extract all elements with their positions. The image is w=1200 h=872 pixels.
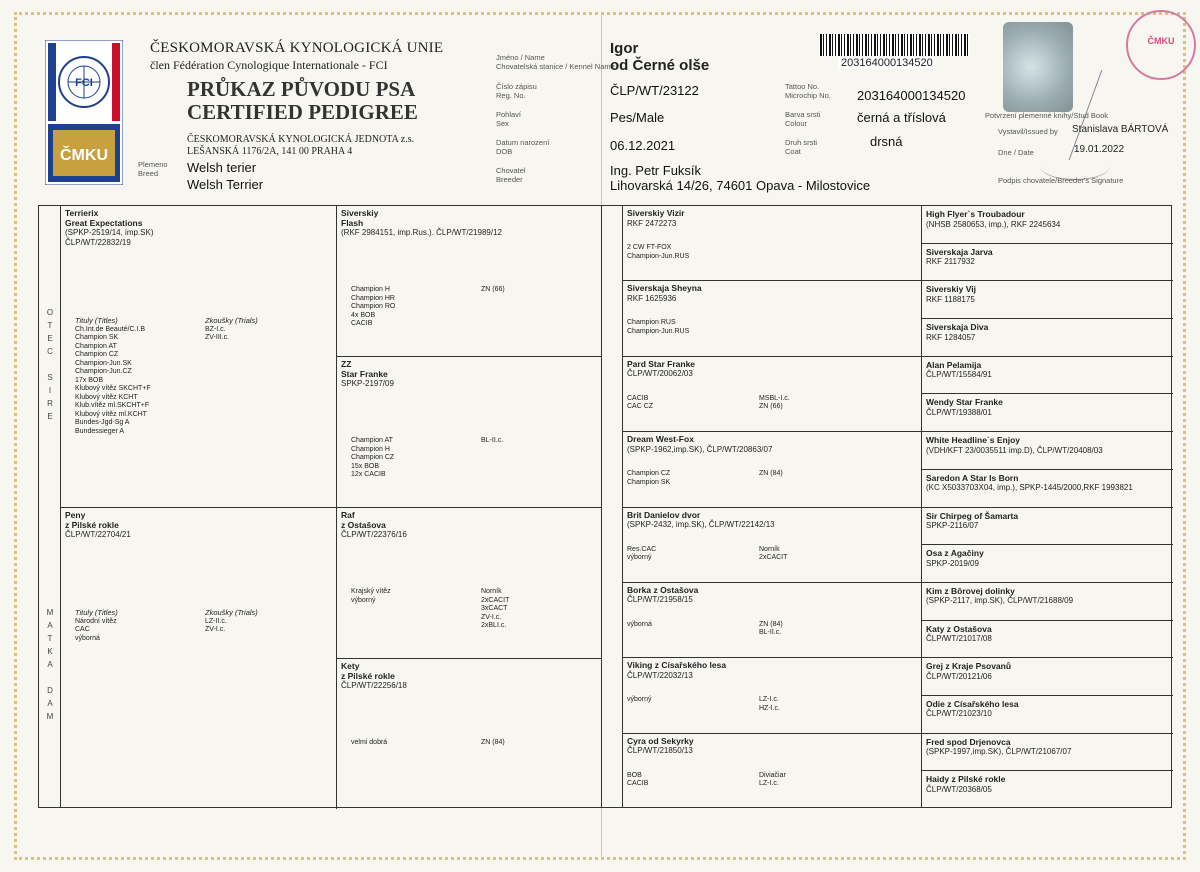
gen4-name: Alan Pelamija bbox=[926, 359, 982, 370]
gen4-name: Siverskaja Diva bbox=[926, 322, 989, 333]
gen4-reg: RKF 1188175 bbox=[926, 294, 975, 304]
gen4-cell bbox=[922, 621, 1173, 659]
gen2-cell bbox=[337, 357, 601, 508]
colour-label: Barva srsti Colour bbox=[785, 110, 821, 128]
unit-line-2: LEŠANSKÁ 1176/2A, 141 00 PRAHA 4 bbox=[187, 146, 353, 157]
gen4-reg: ČLP/WT/20368/05 bbox=[926, 784, 992, 794]
gen3-name: Dream West-Fox bbox=[627, 434, 694, 445]
gen4-reg: ČLP/WT/20121/06 bbox=[926, 671, 992, 681]
gen2-name: Siverskiy Flash bbox=[341, 208, 379, 228]
gen3-reg: ČLP/WT/21850/13 bbox=[627, 746, 693, 756]
cmku-stamp: ČMKU bbox=[1126, 10, 1196, 80]
dog-chip: 203164000134520 bbox=[857, 88, 966, 103]
issued-by: Stanislava BÁRTOVÁ bbox=[1072, 124, 1169, 135]
gen3-name: Viking z Císařského lesa bbox=[627, 660, 727, 671]
gen3-reg: (SPKP-2432, imp.SK), ČLP/WT/22142/13 bbox=[627, 520, 775, 529]
gen3-cell bbox=[623, 206, 921, 281]
gen2-titles: Champion H Champion HR Champion RO 4x BOB CACIB bbox=[351, 286, 396, 327]
gen4-name: Sir Chirpeg of Šamarta bbox=[926, 510, 1019, 521]
gen4-cell bbox=[922, 545, 1173, 583]
gen4-reg: (KC X5033703X04, imp.), SPKP-1445/2000,RKF 1993821 bbox=[926, 483, 1133, 493]
sire-side-label: O T E C S I R E bbox=[46, 308, 54, 421]
gen4-reg: RKF 2117932 bbox=[926, 257, 975, 267]
fci-cmku-logo bbox=[45, 40, 123, 185]
title-cz: PRŮKAZ PŮVODU PSA bbox=[187, 77, 416, 101]
gen3-name: Siverskaja Sheyna bbox=[627, 283, 702, 294]
gen2-trials: ZN (66) bbox=[481, 286, 505, 293]
gen3-titles: BOB CACIB bbox=[627, 771, 649, 788]
gen2-reg: ČLP/WT/22256/18 bbox=[341, 681, 407, 690]
gen3-titles: CACIB CAC CZ bbox=[627, 394, 654, 411]
gen3-reg: ČLP/WT/20062/03 bbox=[627, 369, 693, 379]
gen3-cell bbox=[623, 432, 921, 507]
gen4-name: Katy z Ostašova bbox=[926, 623, 992, 634]
signature-label: Podpis chovatele/Breeder's Signature bbox=[998, 176, 1124, 185]
breeder-label: Chovatel Breeder bbox=[496, 166, 526, 184]
org-name: ČESKOMORAVSKÁ KYNOLOGICKÁ UNIE bbox=[150, 40, 444, 56]
breeder-name: Ing. Petr Fuksík bbox=[610, 163, 702, 178]
gen4-cell bbox=[922, 206, 1173, 244]
hologram bbox=[1003, 22, 1073, 112]
gen3-trials: LZ-I.c. HZ-I.c. bbox=[759, 696, 780, 712]
gen4-reg: SPKP-2019/09 bbox=[926, 558, 979, 568]
gen4-cell bbox=[922, 583, 1173, 621]
pedigree-table bbox=[38, 205, 1172, 808]
gen4-name: Siverskiy Vij bbox=[926, 284, 976, 295]
dog-name: Igor bbox=[610, 40, 639, 57]
dam-trials: LZ-II.c. ZV-I.c. bbox=[205, 617, 227, 633]
fci-logo-text: FCI bbox=[75, 77, 93, 89]
gen4-cell bbox=[922, 771, 1173, 809]
gen2-reg: (RKF 2984151, imp.Rus.). ČLP/WT/21989/12 bbox=[341, 228, 502, 237]
chip-label: Tattoo No. Microchip No. bbox=[785, 82, 831, 100]
gen2-name: Kety z Pilské rokle bbox=[341, 661, 395, 681]
gen2-titles: Champion AT Champion H Champion CZ 15x BOB 12x CACIB bbox=[351, 437, 395, 478]
breed-en: Welsh Terrier bbox=[187, 177, 264, 192]
reg-label: Číslo zápisu Reg. No. bbox=[496, 82, 537, 100]
issued-label: Vystavil/Issued by bbox=[998, 127, 1058, 136]
gen3-trials: MSBL-I.c. ZN (66) bbox=[759, 394, 790, 411]
gen2-reg: ČLP/WT/22376/16 bbox=[341, 530, 407, 539]
gen2-trials: Norník 2xCACIT 3xCACT ZV-I.c. 2xBLI.c. bbox=[481, 588, 510, 629]
gen4-cell bbox=[922, 696, 1173, 734]
sire-reg: (SPKP-2519/14, imp.SK) ČLP/WT/22832/19 bbox=[65, 228, 154, 247]
gen3-reg: (SPKP-1962,imp.SK), ČLP/WT/20863/07 bbox=[627, 444, 773, 454]
sire-titles-label: Tituly (Titles) bbox=[75, 316, 118, 325]
gen4-name: Wendy Star Franke bbox=[926, 397, 1003, 408]
breed-cz: Welsh terier bbox=[187, 160, 257, 175]
gen4-reg: (NHSB 2580653, imp.), RKF 2245634 bbox=[926, 219, 1061, 229]
gen4-name: Haidy z Pilské rokle bbox=[926, 774, 1006, 785]
gen4-reg: (SPKP-1997,imp.SK), ČLP/WT/21067/07 bbox=[926, 747, 1072, 757]
gen2-reg: SPKP-2197/09 bbox=[341, 379, 394, 388]
gen3-cell bbox=[623, 734, 921, 809]
gen3-titles: 2 CW FT-FOX Champion-Jun.RUS bbox=[627, 244, 690, 260]
gen3-cell bbox=[623, 357, 921, 432]
gen3-titles: Res.CAC výborný bbox=[627, 545, 657, 561]
dog-sex: Pes/Male bbox=[610, 110, 665, 125]
gen4-name: Grej z Kraje Psovanů bbox=[926, 661, 1012, 672]
gen2-trials: ZN (84) bbox=[481, 739, 505, 746]
dog-kennel: od Černé olše bbox=[610, 57, 710, 74]
gen3-titles: Champion RUS Champion-Jun.RUS bbox=[627, 319, 690, 335]
gen4-reg: RKF 1284057 bbox=[926, 332, 976, 342]
gen4-cell bbox=[922, 658, 1173, 696]
barcode-number: 203164000134520 bbox=[838, 57, 936, 69]
gen3-reg: RKF 2472273 bbox=[627, 218, 677, 228]
gen3-cell bbox=[623, 658, 921, 733]
dog-dob: 06.12.2021 bbox=[610, 138, 676, 153]
cmku-logo-text: ČMKU bbox=[60, 147, 108, 164]
gen3-trials: Diviačiar LZ-I.c. bbox=[759, 771, 786, 788]
gen3-name: Brit Danielov dvor bbox=[627, 509, 701, 520]
gen2-trials: BL-II.c. bbox=[481, 437, 504, 444]
gen4-name: Kim z Bôrovej dolinky bbox=[926, 585, 1015, 596]
gen4-cell bbox=[922, 734, 1173, 772]
studbook-label: Potvrzení plemenné knihy/Stud Book bbox=[985, 111, 1108, 120]
gen3-trials: ZN (84) bbox=[759, 470, 783, 478]
gen4-cell bbox=[922, 357, 1173, 395]
gen3-reg: ČLP/WT/22032/13 bbox=[627, 670, 693, 680]
gen4-reg: ČLP/WT/15584/91 bbox=[926, 370, 992, 380]
dob-label: Datum narození DOB bbox=[496, 138, 550, 156]
gen4-name: Siverskaja Jarva bbox=[926, 246, 993, 257]
gen4-reg: (SPKP-2117, imp.SK), ČLP/WT/21688/09 bbox=[926, 596, 1074, 606]
gen3-name: Pard Star Franke bbox=[627, 358, 696, 369]
issue-date: 19.01.2022 bbox=[1074, 144, 1125, 155]
dam-titles-label: Tituly (Titles) bbox=[75, 608, 118, 617]
gen2-cell bbox=[337, 659, 601, 809]
dam-name: Peny z Pilské rokle bbox=[65, 510, 119, 530]
sire-cell bbox=[61, 206, 337, 508]
gen4-cell bbox=[922, 508, 1173, 546]
gen4-name: Osa z Agačiny bbox=[926, 548, 984, 559]
gen2-name: Raf z Ostašova bbox=[341, 510, 386, 530]
gen3-reg: ČLP/WT/21958/15 bbox=[627, 595, 693, 605]
gen4-name: Saredon A Star Is Born bbox=[926, 472, 1019, 483]
gen4-reg: SPKP-2116/07 bbox=[926, 521, 979, 530]
sire-trials: BZ-I.c. ZV-III.c. bbox=[205, 325, 230, 341]
gen4-cell bbox=[922, 394, 1173, 432]
dam-titles: Národní vítěz CAC výborná bbox=[75, 617, 117, 642]
gen3-name: Siverskiy Vizir bbox=[627, 208, 685, 218]
gen3-titles: výborný bbox=[627, 696, 652, 704]
gen4-cell bbox=[922, 319, 1173, 357]
dam-reg: ČLP/WT/22704/21 bbox=[65, 530, 131, 539]
gen3-name: Borka z Ostašova bbox=[627, 584, 699, 595]
gen2-cell bbox=[337, 206, 601, 357]
dam-trials-label: Zkoušky (Trials) bbox=[205, 608, 258, 617]
gen3-name: Cyra od Sekyrky bbox=[627, 735, 694, 746]
title-en: CERTIFIED PEDIGREE bbox=[187, 100, 418, 124]
dam-side-label: M A T K A D A M bbox=[46, 608, 54, 721]
gen3-trials: ZN (84) BL-II.c. bbox=[759, 620, 783, 637]
gen4-cell bbox=[922, 470, 1173, 508]
sex-label: Pohlaví Sex bbox=[496, 110, 522, 128]
gen3-trials: Norník 2xCACIT bbox=[759, 545, 788, 561]
gen4-reg: ČLP/WT/19388/01 bbox=[926, 407, 992, 417]
gen4-name: Odie z Císařského lesa bbox=[926, 698, 1019, 709]
gen4-cell bbox=[922, 244, 1173, 282]
breeder-address: Lihovarská 14/26, 74601 Opava - Milostovice bbox=[610, 178, 871, 193]
gen2-titles: velmi dobrá bbox=[351, 739, 388, 746]
unit-line-1: ČESKOMORAVSKÁ KYNOLOGICKÁ JEDNOTA z.s. bbox=[187, 134, 415, 145]
coat-label: Druh srsti Coat bbox=[785, 138, 818, 156]
gen2-titles: Krajský vítěz výborný bbox=[351, 588, 391, 604]
org-sub: člen Fédération Cynologique Internationale - FCI bbox=[150, 58, 388, 72]
dam-cell bbox=[61, 508, 337, 809]
gen4-reg: ČLP/WT/21017/08 bbox=[926, 634, 992, 644]
gen3-reg: RKF 1625936 bbox=[627, 293, 677, 303]
gen2-name: ZZ Star Franke bbox=[341, 359, 388, 379]
sire-name: Terrierix Great Expectations bbox=[65, 208, 143, 228]
gen3-titles: výborná bbox=[627, 620, 652, 628]
dog-coat: drsná bbox=[870, 134, 903, 149]
gen4-cell bbox=[922, 281, 1173, 319]
gen3-cell bbox=[623, 583, 921, 658]
gen4-name: High Flyer`s Troubadour bbox=[926, 209, 1025, 219]
dog-reg: ČLP/WT/23122 bbox=[610, 83, 699, 98]
name-label: Jméno / Name Chovatelská stanice / Kennel Name bbox=[496, 53, 615, 71]
gen4-name: White Headline`s Enjoy bbox=[926, 435, 1020, 446]
gen4-name: Fred spod Drjenovca bbox=[926, 736, 1011, 747]
gen3-titles: Champion CZ Champion SK bbox=[627, 470, 671, 486]
gen2-cell bbox=[337, 508, 601, 659]
date-label: Dne / Date bbox=[998, 148, 1034, 157]
breed-label: Plemeno Breed bbox=[138, 160, 168, 178]
gen4-cell bbox=[922, 432, 1173, 470]
gen3-cell bbox=[623, 281, 921, 356]
gen4-reg: (VDH/KFT 23/0035511 imp.D), ČLP/WT/20408/03 bbox=[926, 445, 1103, 455]
sire-titles: Ch.Int.de Beauté/C.I.B Champion SK Champion AT Champion CZ Champion-Jun.SK Champion-Jun.CZ 17x BOB Klubový vítěz SKCHT+F Klubový vítěz KCHT Klub.vítěz ml.SKCHT+F Klubový vítěz ml.KCHT Bundes-Jgd-Sg A Bundessieger A bbox=[75, 325, 151, 435]
gen4-reg: ČLP/WT/21023/10 bbox=[926, 709, 992, 719]
dog-colour: černá a tříslová bbox=[857, 110, 946, 125]
sire-trials-label: Zkoušky (Trials) bbox=[205, 316, 258, 325]
gen3-cell bbox=[623, 508, 921, 583]
barcode bbox=[820, 34, 970, 56]
